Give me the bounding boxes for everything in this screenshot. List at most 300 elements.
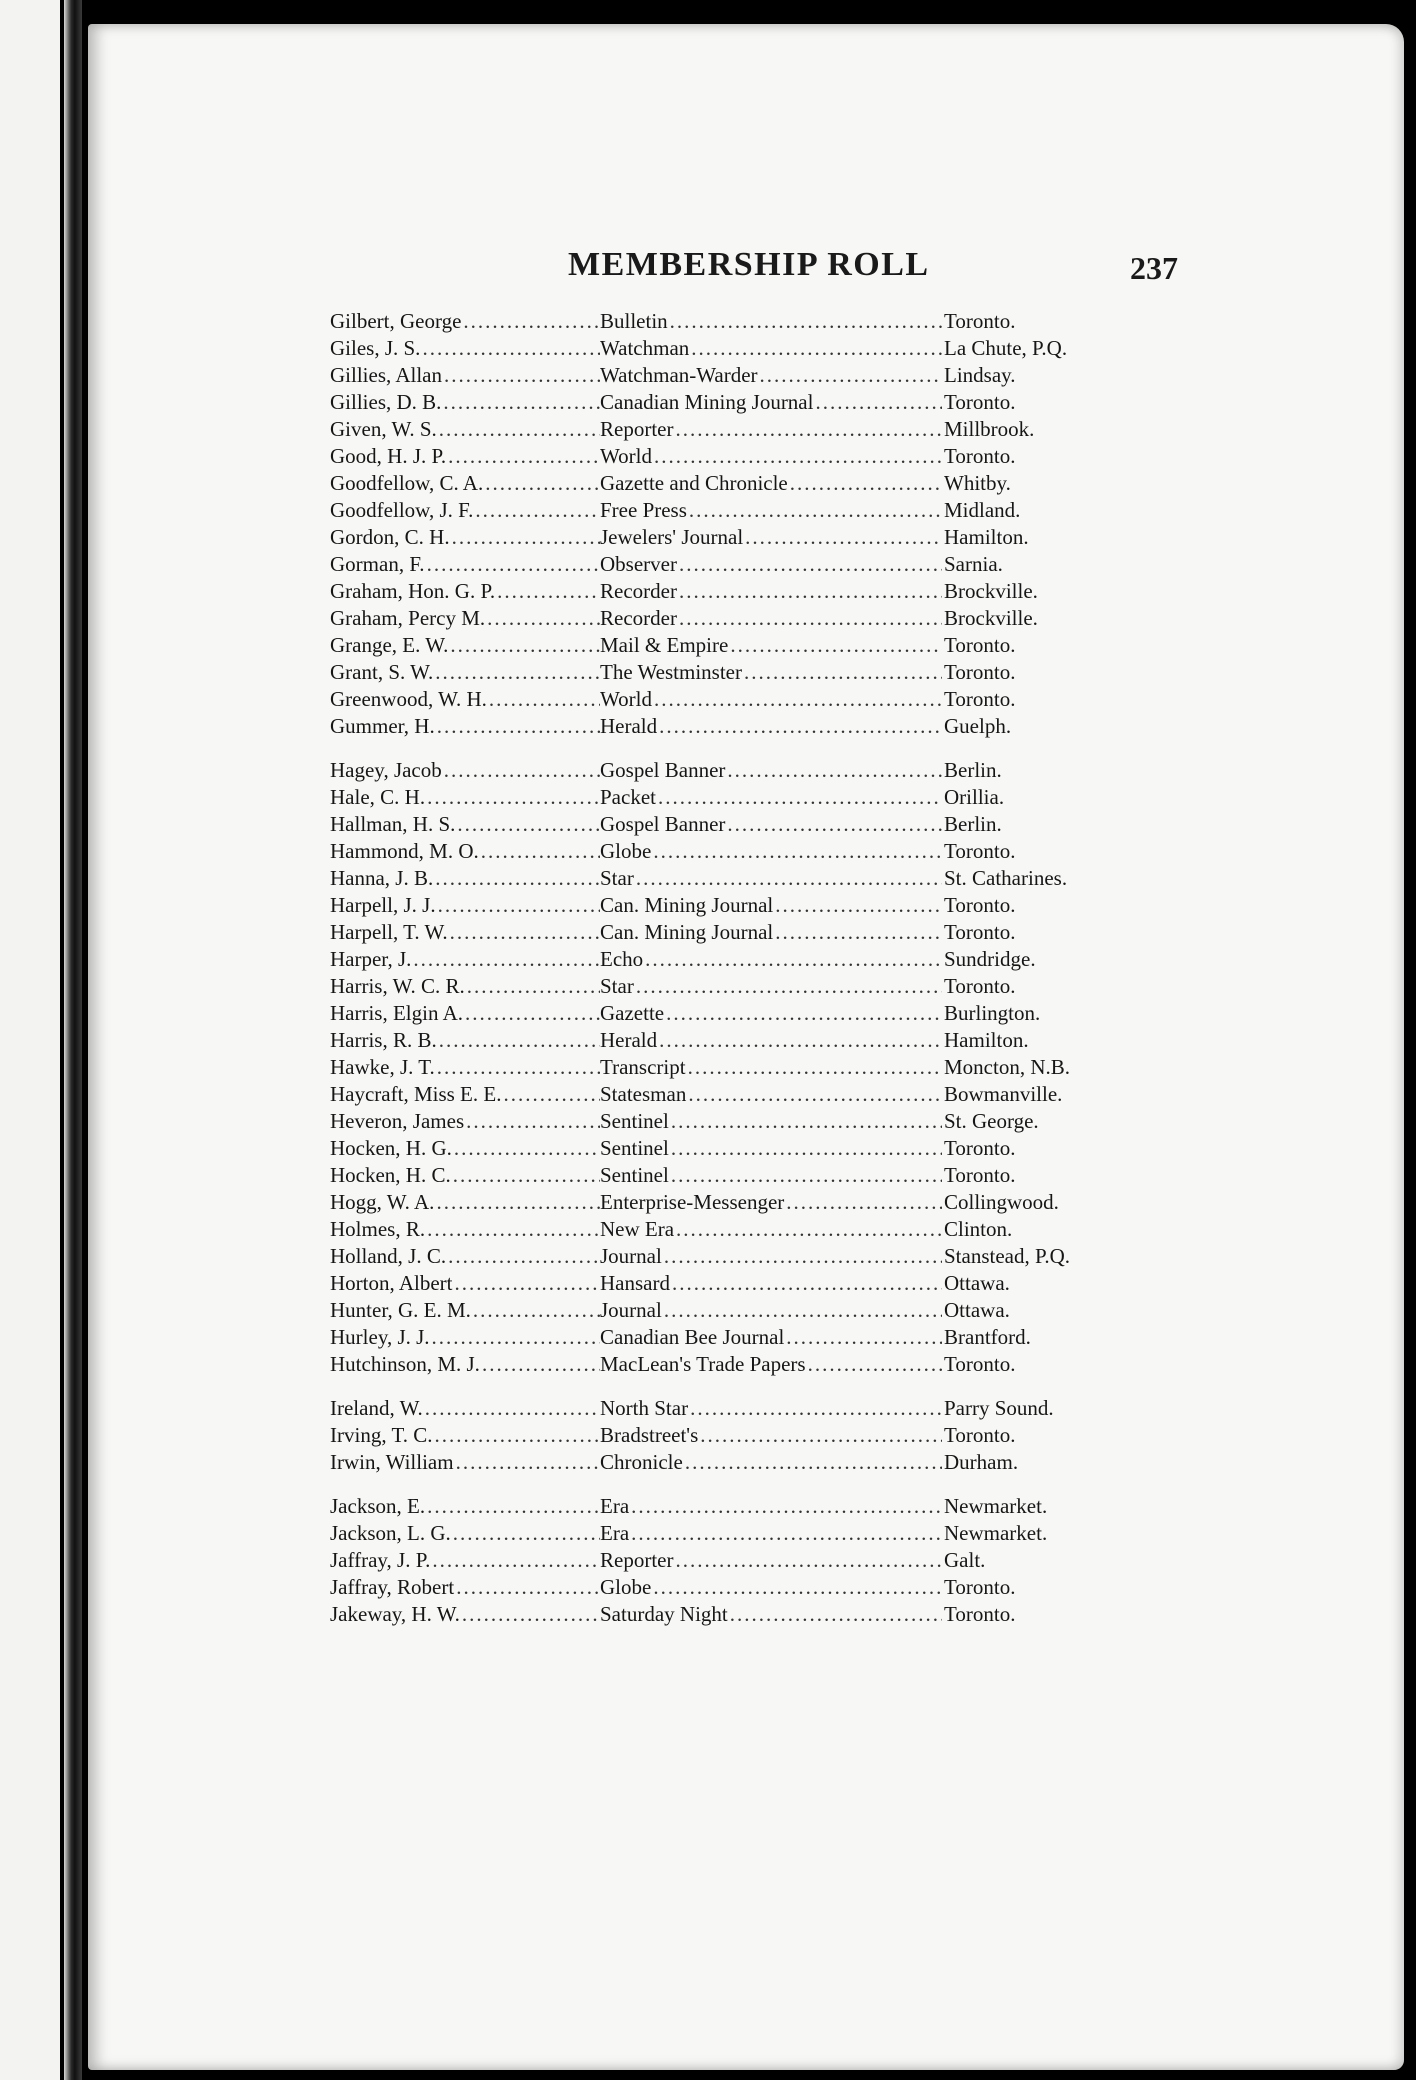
leader-dots (788, 470, 942, 497)
roll-entry (330, 578, 1130, 605)
leader-dots (495, 578, 600, 605)
publication-name: Star (600, 974, 634, 998)
member-name-cell (330, 443, 600, 470)
leader-dots (657, 1027, 942, 1054)
member-name-cell (330, 605, 600, 632)
leader-dots (434, 1189, 600, 1216)
member-name-cell (330, 919, 600, 946)
town-name: Sarnia. (944, 552, 1003, 576)
member-name: Holmes, R. (330, 1217, 426, 1241)
leader-dots (669, 1108, 942, 1135)
member-name: Ireland, W. (330, 1396, 423, 1420)
member-name: Hawke, J. T. (330, 1055, 435, 1079)
roll-entry (330, 659, 1130, 686)
book-spine (64, 0, 82, 2080)
member-name: Heveron, James (330, 1109, 465, 1133)
town-name: Guelph. (944, 714, 1012, 738)
leader-dots (452, 1270, 600, 1297)
member-name-cell (330, 946, 600, 973)
publication-name: Chronicle (600, 1450, 683, 1474)
leader-dots (669, 1162, 942, 1189)
publication-cell (600, 1449, 942, 1476)
member-name-cell (330, 1574, 600, 1601)
roll-entry (330, 1493, 1130, 1520)
leader-dots (683, 1449, 942, 1476)
roll-entry (330, 919, 1130, 946)
leader-dots (425, 1216, 600, 1243)
member-name: Jackson, E. (330, 1494, 426, 1518)
member-name: Jackson, L. G. (330, 1521, 451, 1545)
roll-entry (330, 892, 1130, 919)
member-name: Gillies, D. B. (330, 390, 442, 414)
publication-name: Recorder (600, 606, 677, 630)
roll-entry (330, 1135, 1130, 1162)
roll-entry (330, 416, 1130, 443)
member-name-cell (330, 1162, 600, 1189)
member-name: Horton, Albert (330, 1271, 453, 1295)
leader-dots (483, 470, 600, 497)
roll-entry (330, 1324, 1130, 1351)
leader-dots (455, 811, 600, 838)
publication-name: Sentinel (600, 1109, 669, 1133)
leader-dots (437, 1027, 600, 1054)
publication-name: Statesman (600, 1082, 687, 1106)
roll-entry (330, 1216, 1130, 1243)
roll-entry (330, 973, 1130, 1000)
publication-name: Sentinel (600, 1163, 669, 1187)
town-name: St. Catharines. (944, 866, 1068, 890)
publication-name: Hansard (600, 1271, 670, 1295)
roll-section (330, 1395, 1130, 1476)
leader-dots (664, 1000, 942, 1027)
town-name: Burlington. (944, 1001, 1041, 1025)
town-name: Toronto. (944, 1136, 1016, 1160)
roll-entry (330, 1520, 1130, 1547)
member-name-cell (330, 1216, 600, 1243)
roll-entry (330, 1297, 1130, 1324)
leader-dots (743, 524, 942, 551)
member-name-cell (330, 1054, 600, 1081)
leader-dots (689, 335, 942, 362)
town-name: Toronto. (944, 893, 1016, 917)
town-name: Berlin. (944, 758, 1002, 782)
leader-dots (652, 686, 942, 713)
leader-dots (656, 784, 942, 811)
roll-entry (330, 524, 1130, 551)
leader-dots (464, 1108, 600, 1135)
member-name-cell (330, 497, 600, 524)
roll-entry (330, 1547, 1130, 1574)
leader-dots (670, 1270, 942, 1297)
member-name: Gillies, Allan (330, 363, 442, 387)
town-name: Lindsay. (944, 363, 1016, 387)
leader-dots (784, 1189, 942, 1216)
town-name: Toronto. (944, 974, 1016, 998)
publication-cell (600, 1547, 942, 1574)
member-name-cell (330, 1081, 600, 1108)
roll-entry (330, 757, 1130, 784)
member-name: Hocken, H. C. (330, 1163, 451, 1187)
member-name: Graham, Hon. G. P. (330, 579, 496, 603)
publication-cell (600, 524, 942, 551)
member-name: Harris, Elgin A. (330, 1001, 463, 1025)
publication-name: Star (600, 866, 634, 890)
publication-cell (600, 1493, 942, 1520)
leader-dots (452, 1135, 600, 1162)
leader-dots (677, 605, 942, 632)
member-name-cell (330, 757, 600, 784)
town-name: Durham. (944, 1450, 1019, 1474)
member-name-cell (330, 1108, 600, 1135)
publication-name: New Era (600, 1217, 675, 1241)
roll-entry (330, 946, 1130, 973)
leader-dots (451, 1520, 600, 1547)
roll-entry (330, 784, 1130, 811)
member-name-cell (330, 389, 600, 416)
leader-dots (463, 1000, 600, 1027)
leader-dots (668, 308, 942, 335)
publication-cell (600, 497, 942, 524)
leader-dots (784, 1324, 942, 1351)
member-name-cell (330, 659, 600, 686)
member-name: Harpell, T. W. (330, 920, 448, 944)
roll-entry (330, 713, 1130, 740)
publication-cell (600, 973, 942, 1000)
member-name-cell (330, 838, 600, 865)
town-name: Toronto. (944, 1602, 1016, 1626)
member-name-cell (330, 1422, 600, 1449)
page-number: 237 (1130, 250, 1178, 286)
member-name: Harpell, J. J. (330, 893, 436, 917)
town-name: Toronto. (944, 660, 1016, 684)
publication-cell (600, 1601, 942, 1628)
publication-cell (600, 838, 942, 865)
leader-dots (687, 497, 942, 524)
town-name: Bowmanville. (944, 1082, 1063, 1106)
member-name: Jakeway, H. W. (330, 1602, 460, 1626)
publication-name: Reporter (600, 417, 674, 441)
member-name: Gorman, F. (330, 552, 425, 576)
member-name: Harris, R. B. (330, 1028, 437, 1052)
member-name: Gordon, C. H. (330, 525, 450, 549)
leader-dots (480, 1351, 600, 1378)
town-name: Collingwood. (944, 1190, 1059, 1214)
member-name-cell (330, 416, 600, 443)
publication-name: MacLean's Trade Papers (600, 1352, 806, 1376)
member-name: Greenwood, W. H. (330, 687, 487, 711)
town-name: Toronto. (944, 1352, 1016, 1376)
member-name: Hammond, M. O. (330, 839, 479, 863)
publication-name: Gazette and Chronicle (600, 471, 788, 495)
leader-dots (725, 811, 942, 838)
publication-name: Transcript (600, 1055, 686, 1079)
member-name-cell (330, 784, 600, 811)
roll-entry (330, 551, 1130, 578)
facing-page-edge (0, 0, 60, 2080)
town-name: Stanstead, P.Q. (944, 1244, 1070, 1268)
publication-name: Sentinel (600, 1136, 669, 1160)
member-name: Giles, J. S. (330, 336, 421, 360)
leader-dots (448, 632, 600, 659)
publication-cell (600, 1027, 942, 1054)
leader-dots (442, 757, 600, 784)
publication-name: Observer (600, 552, 677, 576)
publication-cell (600, 443, 942, 470)
publication-cell (600, 1351, 942, 1378)
publication-cell (600, 1395, 942, 1422)
member-name-cell (330, 1270, 600, 1297)
town-name: Newmarket. (944, 1494, 1048, 1518)
roll-entry (330, 1270, 1130, 1297)
book-page (88, 24, 1404, 2070)
roll-entry (330, 1351, 1130, 1378)
town-name: Moncton, N.B. (944, 1055, 1070, 1079)
town-name: Hamilton. (944, 525, 1029, 549)
town-name: Toronto. (944, 839, 1016, 863)
publication-cell (600, 1270, 942, 1297)
leader-dots (669, 1135, 942, 1162)
publication-cell (600, 757, 942, 784)
member-name-cell (330, 892, 600, 919)
leader-dots (432, 1422, 600, 1449)
town-name: Toronto. (944, 1163, 1016, 1187)
publication-name: Recorder (600, 579, 677, 603)
member-name-cell (330, 973, 600, 1000)
roll-entry (330, 1422, 1130, 1449)
publication-name: Saturday Night (600, 1602, 728, 1626)
publication-cell (600, 1574, 942, 1601)
leader-dots (460, 1601, 600, 1628)
leader-dots (806, 1351, 942, 1378)
membership-roll-list (330, 308, 1130, 1645)
town-name: Brockville. (944, 579, 1038, 603)
publication-name: Mail & Empire (600, 633, 729, 657)
member-name: Irwin, William (330, 1450, 454, 1474)
publication-cell (600, 470, 942, 497)
leader-dots (652, 443, 942, 470)
member-name: Goodfellow, C. A. (330, 471, 484, 495)
publication-name: Bulletin (600, 309, 668, 333)
member-name-cell (330, 1520, 600, 1547)
leader-dots (425, 1493, 600, 1520)
member-name: Harper, J. (330, 947, 412, 971)
publication-name: Watchman (600, 336, 690, 360)
publication-cell (600, 1520, 942, 1547)
leader-dots (425, 551, 600, 578)
town-name: Parry Sound. (944, 1396, 1054, 1420)
leader-dots (674, 1216, 942, 1243)
roll-entry (330, 308, 1130, 335)
leader-dots (435, 713, 600, 740)
leader-dots (479, 838, 600, 865)
roll-entry (330, 1189, 1130, 1216)
leader-dots (435, 1054, 600, 1081)
roll-entry (330, 470, 1130, 497)
publication-name: Canadian Bee Journal (600, 1325, 785, 1349)
leader-dots (677, 578, 942, 605)
publication-cell (600, 578, 942, 605)
leader-dots (433, 865, 600, 892)
publication-cell (600, 811, 942, 838)
leader-dots (773, 919, 942, 946)
roll-entry (330, 1574, 1130, 1601)
leader-dots (686, 1081, 942, 1108)
publication-cell (600, 1216, 942, 1243)
leader-dots (423, 1395, 600, 1422)
publication-name: Era (600, 1494, 630, 1518)
publication-name: Globe (600, 1575, 652, 1599)
member-name-cell (330, 1135, 600, 1162)
publication-cell (600, 1054, 942, 1081)
leader-dots (725, 757, 942, 784)
member-name-cell (330, 865, 600, 892)
member-name-cell (330, 1000, 600, 1027)
leader-dots (673, 1547, 942, 1574)
leader-dots (430, 1547, 600, 1574)
roll-section (330, 1493, 1130, 1628)
town-name: Brockville. (944, 606, 1038, 630)
leader-dots (686, 1054, 942, 1081)
page-title: MEMBERSHIP ROLL (568, 246, 930, 283)
town-name: Toronto. (944, 920, 1016, 944)
publication-cell (600, 1243, 942, 1270)
member-name: Goodfellow, J. F. (330, 498, 474, 522)
roll-entry (330, 443, 1130, 470)
leader-dots (433, 659, 600, 686)
roll-entry (330, 1054, 1130, 1081)
leader-dots (643, 946, 942, 973)
town-name: Whitby. (944, 471, 1011, 495)
member-name: Gilbert, George (330, 309, 462, 333)
publication-cell (600, 1324, 942, 1351)
member-name: Hurley, J. J. (330, 1325, 430, 1349)
town-name: Toronto. (944, 1575, 1016, 1599)
publication-cell (600, 784, 942, 811)
member-name: Given, W. S. (330, 417, 437, 441)
leader-dots (425, 784, 600, 811)
roll-entry (330, 1162, 1130, 1189)
member-name-cell (330, 362, 600, 389)
member-name-cell (330, 1324, 600, 1351)
member-name-cell (330, 1493, 600, 1520)
member-name-cell (330, 1601, 600, 1628)
leader-dots (451, 1162, 600, 1189)
roll-entry (330, 632, 1130, 659)
roll-entry (330, 1243, 1130, 1270)
leader-dots (437, 416, 600, 443)
member-name: Hanna, J. B. (330, 866, 434, 890)
publication-name: Echo (600, 947, 644, 971)
town-name: Clinton. (944, 1217, 1013, 1241)
roll-entry (330, 1081, 1130, 1108)
publication-cell (600, 659, 942, 686)
publication-name: Journal (600, 1244, 662, 1268)
leader-dots (420, 335, 600, 362)
leader-dots (454, 1449, 600, 1476)
publication-name: Jewelers' Journal (600, 525, 744, 549)
member-name-cell (330, 1395, 600, 1422)
publication-name: North Star (600, 1396, 689, 1420)
leader-dots (430, 1324, 600, 1351)
publication-cell (600, 1081, 942, 1108)
leader-dots (448, 919, 600, 946)
publication-name: Gospel Banner (600, 758, 726, 782)
publication-cell (600, 389, 942, 416)
town-name: Newmarket. (944, 1521, 1048, 1545)
roll-entry (330, 1027, 1130, 1054)
leader-dots (651, 838, 942, 865)
roll-entry (330, 335, 1130, 362)
publication-cell (600, 416, 942, 443)
publication-name: Can. Mining Journal (600, 893, 774, 917)
town-name: Ottawa. (944, 1298, 1010, 1322)
town-name: Toronto. (944, 390, 1016, 414)
leader-dots (473, 497, 600, 524)
leader-dots (673, 416, 942, 443)
publication-name: Reporter (600, 1548, 674, 1572)
leader-dots (688, 1395, 942, 1422)
leader-dots (487, 686, 600, 713)
member-name-cell (330, 1297, 600, 1324)
publication-name: World (600, 444, 652, 468)
roll-entry (330, 497, 1130, 524)
member-name: Haycraft, Miss E. E. (330, 1082, 502, 1106)
publication-cell (600, 1000, 942, 1027)
publication-cell (600, 632, 942, 659)
roll-entry (330, 1395, 1130, 1422)
member-name: Good, H. J. P. (330, 444, 447, 468)
member-name-cell (330, 1243, 600, 1270)
publication-name: Watchman-Warder (600, 363, 758, 387)
publication-cell (600, 362, 942, 389)
roll-entry (330, 686, 1130, 713)
publication-cell (600, 946, 942, 973)
town-name: Brantford. (944, 1325, 1031, 1349)
leader-dots (662, 1297, 942, 1324)
member-name-cell (330, 1189, 600, 1216)
publication-name: Gazette (600, 1001, 665, 1025)
leader-dots (501, 1081, 600, 1108)
member-name-cell (330, 1449, 600, 1476)
town-name: Toronto. (944, 444, 1016, 468)
leader-dots (773, 892, 942, 919)
leader-dots (677, 551, 942, 578)
publication-name: Era (600, 1521, 630, 1545)
town-name: Sundridge. (944, 947, 1036, 971)
roll-entry (330, 1108, 1130, 1135)
publication-name: The Westminster (600, 660, 742, 684)
leader-dots (634, 973, 942, 1000)
member-name-cell (330, 811, 600, 838)
publication-name: Free Press (600, 498, 687, 522)
town-name: Berlin. (944, 812, 1002, 836)
roll-entry (330, 362, 1130, 389)
leader-dots (728, 1601, 942, 1628)
publication-name: Gospel Banner (600, 812, 726, 836)
leader-dots (411, 946, 600, 973)
member-name-cell (330, 335, 600, 362)
publication-cell (600, 919, 942, 946)
roll-section (330, 757, 1130, 1378)
publication-cell (600, 892, 942, 919)
member-name: Graham, Percy M. (330, 606, 486, 630)
page-header (568, 246, 1178, 290)
town-name: St. George. (944, 1109, 1039, 1133)
publication-cell (600, 605, 942, 632)
publication-name: Can. Mining Journal (600, 920, 774, 944)
member-name-cell (330, 578, 600, 605)
town-name: Toronto. (944, 1423, 1016, 1447)
